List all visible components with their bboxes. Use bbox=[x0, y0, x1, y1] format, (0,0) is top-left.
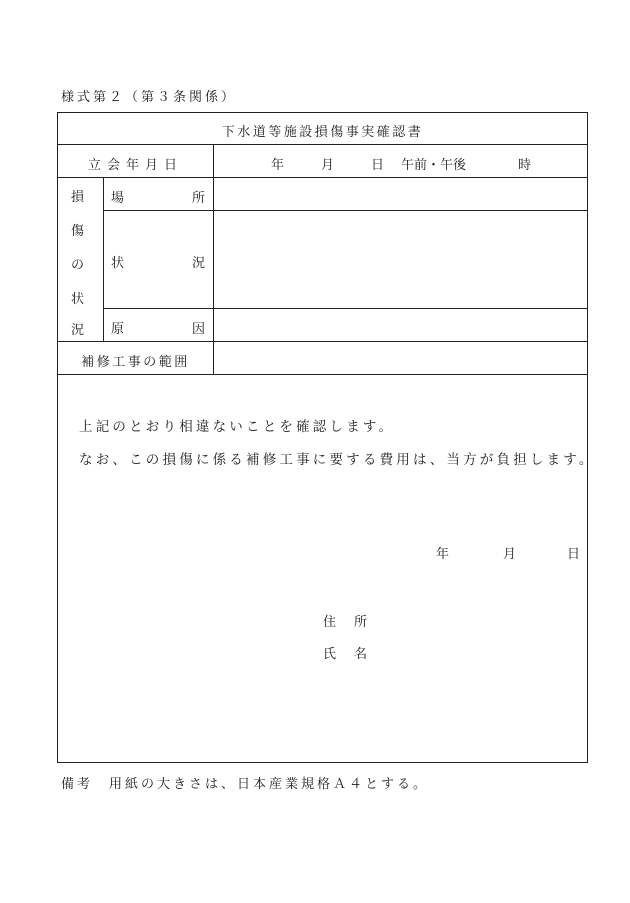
year-unit: 年 bbox=[436, 547, 450, 562]
cause-field[interactable] bbox=[214, 309, 587, 341]
damage-status-char: 状 bbox=[71, 292, 85, 307]
damage-status-char: の bbox=[71, 258, 85, 273]
note-text: 用紙の大きさは、日本産業規格Ａ４とする。 bbox=[109, 777, 430, 792]
inspection-date-label: 立会年月日 bbox=[87, 158, 183, 173]
address-label: 住 所 bbox=[323, 615, 367, 630]
damage-status-char: 損 bbox=[71, 190, 85, 205]
day-unit: 日 bbox=[567, 547, 581, 562]
damage-status-char: 況 bbox=[71, 323, 85, 338]
repair-scope-field[interactable] bbox=[214, 342, 587, 374]
year-unit: 年 bbox=[271, 158, 285, 173]
damage-status-char: 傷 bbox=[71, 224, 85, 239]
inspection-date-field[interactable] bbox=[214, 145, 587, 177]
location-field[interactable] bbox=[214, 178, 587, 210]
condition-field[interactable] bbox=[214, 211, 587, 308]
divider bbox=[58, 374, 587, 375]
form-title: 下水道等施設損傷事実確認書 bbox=[221, 125, 424, 140]
day-unit: 日 bbox=[371, 158, 385, 173]
declaration-line-2: なお、この損傷に係る補修工事に要する費用は、当方が負担します。 bbox=[79, 452, 596, 468]
divider bbox=[103, 177, 104, 341]
month-unit: 月 bbox=[503, 547, 517, 562]
form-number-label: 様式第２（第３条関係） bbox=[61, 90, 238, 105]
cause-label: 原 因 bbox=[111, 322, 205, 337]
name-field[interactable] bbox=[378, 637, 578, 663]
form-table bbox=[57, 112, 596, 763]
declaration-line-1: 上記のとおり相違ないことを確認します。 bbox=[79, 419, 396, 435]
name-label: 氏 名 bbox=[323, 647, 367, 662]
repair-scope-label: 補修工事の範囲 bbox=[81, 355, 190, 370]
hour-unit: 時 bbox=[518, 158, 532, 173]
note-label: 備考 bbox=[61, 777, 94, 792]
signature-date-field[interactable] bbox=[428, 538, 581, 564]
note bbox=[61, 773, 429, 792]
condition-label: 状 況 bbox=[111, 256, 205, 271]
location-label: 場 所 bbox=[111, 191, 205, 206]
am-pm-option: 午前・午後 bbox=[401, 158, 467, 173]
address-field[interactable] bbox=[378, 605, 578, 631]
month-unit: 月 bbox=[321, 158, 335, 173]
